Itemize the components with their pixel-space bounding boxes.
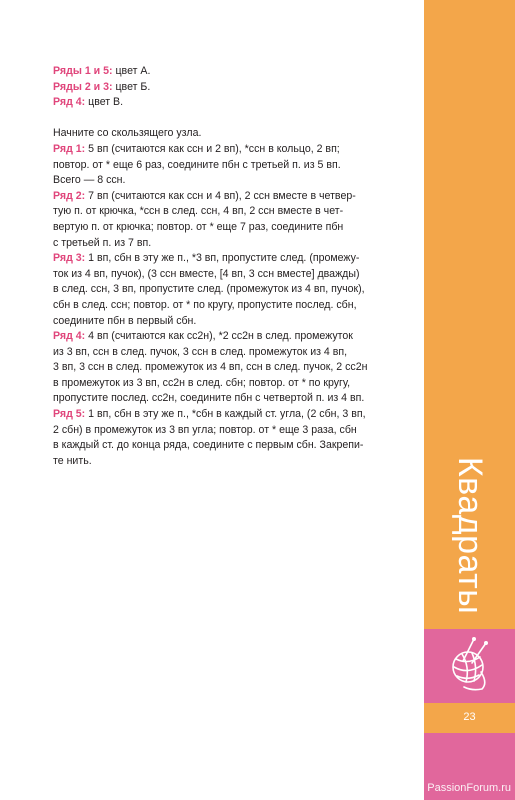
section-title-text: Квадраты xyxy=(451,456,490,614)
instruction-line xyxy=(53,158,403,174)
colors-row-2 xyxy=(53,80,403,96)
watermark: PassionForum.ru xyxy=(427,782,511,794)
instruction-line xyxy=(53,360,403,376)
instruction-line xyxy=(53,314,403,330)
sidebar-icon-band xyxy=(424,629,515,703)
row-text: в след. ссн, 3 вп, пропустите след. (промежуток из 4 вп, пучок), xyxy=(53,283,365,296)
row-text: те нить. xyxy=(53,454,92,467)
row-label: Ряд 3: xyxy=(53,252,86,265)
row-text: 1 вп, сбн в эту же п., *сбн в каждый ст. угла, (2 сбн, 3 вп, xyxy=(85,408,366,421)
row-text: тую п. от крючка, *ссн в след. ссн, 4 вп, 2 ссн вместе в чет- xyxy=(53,205,344,218)
instruction-line xyxy=(53,329,403,345)
row-text: в промежуток из 3 вп, сс2н в след. сбн; повтор. от * по кругу, xyxy=(53,376,351,389)
instruction-line xyxy=(53,220,403,236)
instruction-line xyxy=(53,189,403,205)
instruction-line xyxy=(53,438,403,454)
row-text: соедините пбн в первый сбн. xyxy=(53,314,197,327)
instruction-line xyxy=(53,251,403,267)
instruction-line xyxy=(53,236,403,252)
instruction-line xyxy=(53,376,403,392)
row-text: из 3 вп, ссн в след. пучок, 3 ссн в след. промежуток из 4 вп, xyxy=(53,345,348,358)
row-text: цвет В. xyxy=(85,96,124,109)
row-label: Ряд 5: xyxy=(53,408,86,421)
instruction-line xyxy=(53,298,403,314)
row-text: Всего — 8 ссн. xyxy=(53,174,126,187)
row-label: Ряд 4: xyxy=(53,330,86,343)
row-text: пропустите послед. сс2н, соедините пбн с четвертой п. из 4 вп. xyxy=(53,392,365,405)
instruction-line xyxy=(53,204,403,220)
intro-text: Начните со скользящего узла. xyxy=(53,127,202,140)
row-text: ток из 4 вп, пучок), (3 ссн вместе, [4 вп, 3 ссн вместе] дважды) xyxy=(53,267,360,280)
instruction-line xyxy=(53,454,403,470)
row-text: 7 вп (считаются как ссн и 4 вп), 2 ссн вместе в четвер- xyxy=(85,189,356,202)
row-label: Ряд 2: xyxy=(53,189,86,202)
instruction-line xyxy=(53,282,403,298)
row-text: 4 вп (считаются как сс2н), *2 сс2н в след. промежуток xyxy=(85,330,353,343)
colors-row-3 xyxy=(53,95,403,111)
row-label: Ряд 4: xyxy=(53,96,86,109)
row-label: Ряды 2 и 3: xyxy=(53,80,113,93)
instruction-line xyxy=(53,407,403,423)
row-text: повтор. от * еще 6 раз, соедините пбн с третьей п. из 5 вп. xyxy=(53,158,341,171)
row-text: 2 сбн) в промежуток из 3 вп угла; повтор. от * еще 3 раза, сбн xyxy=(53,423,357,436)
instruction-line xyxy=(53,391,403,407)
pattern-text xyxy=(53,64,403,469)
colors-row-1 xyxy=(53,64,403,80)
instruction-line xyxy=(53,267,403,283)
row-text: цвет Б. xyxy=(112,80,151,93)
page-number-band xyxy=(424,703,515,733)
row-text: цвет А. xyxy=(112,65,151,77)
row-text: 5 вп (считаются как ссн и 2 вп), *ссн в кольцо, 2 вп; xyxy=(85,142,340,155)
row-text: в каждый ст. до конца ряда, соедините с первым сбн. Закрепи- xyxy=(53,439,364,452)
row-text: 3 вп, 3 ссн в след. промежуток из 4 вп, ссн в след. пучок, 2 сс2н xyxy=(53,361,368,374)
row-label: Ряд 1: xyxy=(53,142,86,155)
instruction-line xyxy=(53,345,403,361)
yarn-ball-icon xyxy=(446,637,496,691)
row-text: 1 вп, сбн в эту же п., *3 вп, пропустите след. (промежу- xyxy=(85,252,360,265)
page-number: 23 xyxy=(463,711,476,723)
instruction-line xyxy=(53,173,403,189)
row-text: вертую п. от крючка; повтор. от * еще 7 раз, соедините пбн xyxy=(53,220,344,233)
row-text: сбн в след. ссн; повтор. от * по кругу, пропустите послед. сбн, xyxy=(53,298,357,311)
instruction-line xyxy=(53,423,403,439)
row-label: Ряды 1 и 5: xyxy=(53,65,113,77)
instructions xyxy=(53,142,403,469)
row-text: с третьей п. из 7 вп. xyxy=(53,236,152,249)
instruction-line xyxy=(53,142,403,158)
section-title xyxy=(424,450,515,620)
